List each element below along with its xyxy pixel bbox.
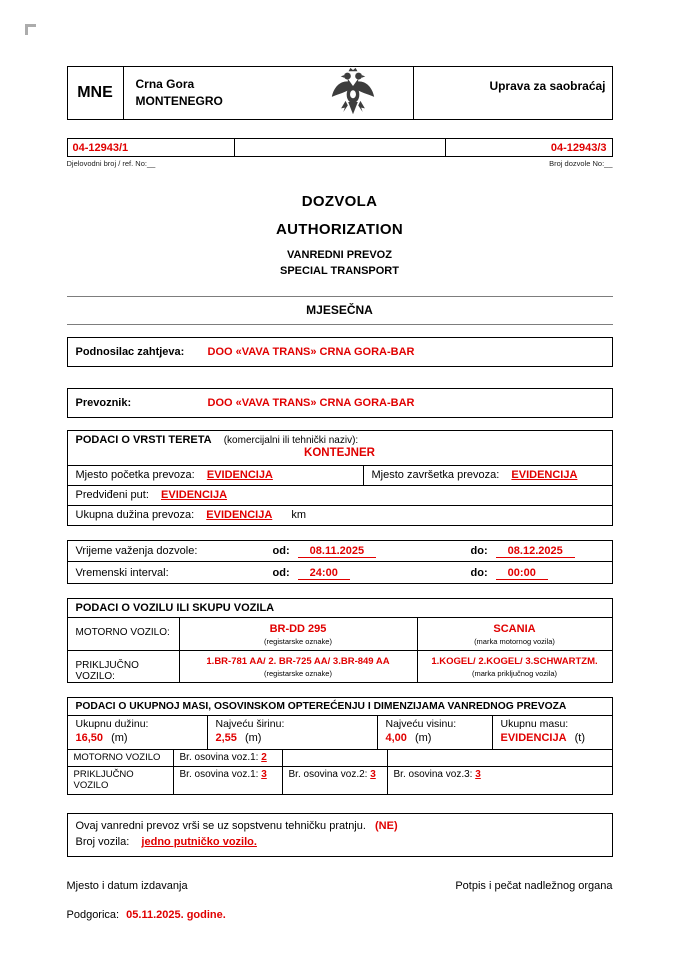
length-label: Ukupnu dužinu: (75, 718, 149, 730)
validity-interval-row (68, 562, 612, 583)
escort-statement-line (76, 820, 604, 832)
height-unit: (m) (414, 732, 432, 744)
trailer-vehicle-row (68, 651, 612, 682)
carrier-label: Prevoznik: (75, 397, 132, 409)
motor-axles-label: Br. osovina voz.1: (179, 752, 259, 763)
escort-statement: Ovaj vanredni prevoz vrši se uz sopstvenu tehničku pratnju. (75, 820, 366, 832)
cargo-route-label: Predviđeni put: (75, 489, 149, 501)
cargo-box (67, 430, 613, 526)
dimensions-heading: PODACI O UKUPNOJ MASI, OSOVINSKOM OPTEREĆENJU I DIMENZIJAMA VANREDNOG PREVOZA (68, 698, 612, 716)
mass-unit: (t) (574, 732, 585, 744)
cargo-end-label: Mjesto završetka prevoza: (371, 469, 500, 481)
trailer-vehicle-label: PRIKLJUČNO VOZILO: (68, 651, 180, 682)
applicant-value: DOO «VAVA TRANS» CRNA GORA-BAR (207, 346, 415, 358)
validity-to-cell (471, 545, 612, 557)
interval-to-value: 00:00 (496, 567, 548, 580)
motor-plates-cell (180, 618, 418, 650)
width-value: 2,55 (215, 732, 237, 744)
applicant-box (67, 337, 613, 367)
cargo-start-value: EVIDENCIJA (206, 469, 273, 481)
motor-axles-empty-2 (388, 750, 612, 766)
cargo-length-label: Ukupna dužina prevoza: (75, 509, 195, 521)
trailer-axles-cell-1 (174, 767, 283, 794)
carrier-value: DOO «VAVA TRANS» CRNA GORA-BAR (207, 397, 415, 409)
motor-vehicle-row (68, 618, 612, 651)
motor-make-value: SCANIA (493, 623, 536, 635)
interval-label: Vremenski interval: (75, 566, 169, 579)
subtitle-en: SPECIAL TRANSPORT (280, 265, 399, 277)
country-name-local: Crna Gora (135, 77, 195, 91)
trailer-axles3-label: Br. osovina voz.3: (393, 769, 473, 780)
issue-place-label: Mjesto i datum izdavanja (66, 880, 188, 892)
cargo-heading-note: (komercijalni ili tehnički naziv): (223, 435, 359, 446)
trailer-axles2-label: Br. osovina voz.2: (288, 769, 368, 780)
length-value-line (76, 732, 199, 744)
reference-captions (67, 159, 613, 168)
country-code: MNE (68, 67, 124, 119)
valid-from-value: 08.11.2025 (298, 545, 376, 558)
ref-cell-empty (235, 138, 445, 157)
vehicles-box (67, 598, 613, 683)
cargo-start-label: Mjesto početka prevoza: (75, 469, 195, 481)
ref-caption-right: Broj dozvole No:__ (549, 159, 613, 168)
length-value: 16,50 (75, 732, 104, 744)
cargo-heading-row (68, 431, 612, 466)
divider-line-bottom (67, 324, 613, 325)
trailer-axles-cell-2 (283, 767, 388, 794)
motor-vehicle-label: MOTORNO VOZILO: (68, 618, 180, 650)
mass-cell (493, 716, 612, 749)
validity-period-label: Vrijeme važenja dozvole: (75, 545, 198, 557)
ref-number-left: 04-12943/1 (67, 138, 235, 157)
mass-label: Ukupnu masu: (500, 718, 569, 730)
height-cell (378, 716, 493, 749)
signature-label: Potpis i pečat nadležnog organa (455, 880, 613, 892)
mass-value-line (501, 732, 604, 744)
to-label: do: (470, 566, 488, 579)
escort-vehicles-line (76, 836, 604, 848)
motor-make-cell (418, 618, 612, 650)
trailer-make-value: 1.KOGEL/ 2.KOGEL/ 3.SCHWARTZM. (431, 656, 598, 667)
valid-to-value: 08.12.2025 (496, 545, 575, 558)
width-label: Najveću širinu: (215, 718, 285, 730)
length-cell (68, 716, 208, 749)
cargo-route-value: EVIDENCIJA (161, 489, 228, 501)
validity-box (67, 540, 613, 584)
title-local: DOZVOLA (301, 193, 378, 210)
from-label: od: (272, 566, 290, 579)
dimensions-box (67, 697, 613, 795)
width-unit: (m) (244, 732, 262, 744)
period-label: MJESEČNA (306, 303, 373, 317)
cargo-places-row (68, 466, 612, 486)
escort-statement-value: (NE) (375, 820, 398, 832)
issue-city: Podgorica: (66, 909, 120, 921)
motor-make-note: (marka motornog vozila) (474, 637, 555, 646)
width-cell (208, 716, 378, 749)
motor-axles-empty-1 (283, 750, 388, 766)
motor-row-label: MOTORNO VOZILO (68, 750, 174, 766)
scan-artifact (25, 24, 36, 35)
cargo-route-row (68, 486, 612, 506)
interval-to-cell (471, 567, 612, 579)
cargo-end-value: EVIDENCIJA (511, 469, 578, 481)
cargo-end-cell (364, 466, 612, 485)
trailer-make-note: (marka priključnog vozila) (471, 669, 558, 678)
coat-of-arms-icon (330, 66, 376, 118)
footer-row (67, 880, 613, 892)
mass-value: EVIDENCIJA (500, 732, 567, 744)
escort-box (67, 813, 613, 857)
issue-place-row (67, 909, 613, 921)
height-label: Najveću visinu: (385, 718, 457, 730)
cargo-heading-line (76, 434, 604, 446)
ref-number-right: 04-12943/3 (445, 138, 613, 157)
trailer-axles-row (68, 767, 612, 794)
trailer-plates-value: 1.BR-781 AA/ 2. BR-725 AA/ 3.BR-849 AA (206, 656, 390, 667)
height-value-line (386, 732, 484, 744)
title-block (67, 193, 613, 277)
trailer-axles1-value: 3 (261, 769, 267, 780)
reference-row (67, 138, 613, 157)
to-label: do: (470, 545, 488, 557)
motor-plates-value: BR-DD 295 (269, 623, 327, 635)
period-section (67, 296, 613, 325)
interval-from-value: 24:00 (298, 567, 350, 580)
authorization-sheet (67, 0, 613, 921)
motor-axles-cell (174, 750, 283, 766)
height-value: 4,00 (385, 732, 407, 744)
cargo-name: KONTEJNER (304, 447, 375, 459)
country-name-en: MONTENEGRO (135, 94, 223, 109)
subtitle-local: VANREDNI PREVOZ (287, 249, 392, 261)
motor-plates-note: (registarske oznake) (264, 637, 332, 646)
cargo-length-unit: km (291, 509, 307, 521)
document-header (67, 66, 613, 120)
trailer-plates-cell (180, 651, 418, 682)
validity-from-cell (273, 545, 471, 557)
motor-axles-value: 2 (261, 752, 267, 763)
from-label: od: (272, 545, 290, 557)
authority-name: Uprava za saobraćaj (489, 79, 606, 93)
applicant-label: Podnosilac zahtjeva: (75, 346, 185, 358)
trailer-plates-note: (registarske oznake) (264, 669, 332, 678)
carrier-box (67, 388, 613, 418)
width-value-line (216, 732, 369, 744)
issue-date: 05.11.2025. godine. (126, 909, 226, 921)
length-unit: (m) (111, 732, 128, 744)
cargo-length-value: EVIDENCIJA (206, 509, 273, 521)
trailer-row-label: PRIKLJUČNO VOZILO (68, 767, 174, 794)
cargo-heading: PODACI O VRSTI TERETA (75, 434, 212, 446)
country-name (124, 67, 294, 119)
ref-caption-left: Djelovodni broj / ref. No:__ (66, 159, 156, 168)
cargo-length-row (68, 506, 612, 525)
trailer-axles2-value: 3 (370, 769, 376, 780)
trailer-axles-cell-3 (388, 767, 612, 794)
motor-axles-row (68, 750, 612, 767)
trailer-axles3-value: 3 (475, 769, 481, 780)
escort-vehicles-label: Broj vozila: (75, 836, 130, 848)
escort-vehicles-value: jedno putničko vozilo. (141, 836, 257, 848)
validity-period-row (68, 541, 612, 562)
title-en: AUTHORIZATION (276, 221, 403, 238)
crest-cell (294, 67, 414, 119)
interval-from-cell (273, 567, 471, 579)
cargo-start-cell (68, 466, 364, 485)
dimensions-values-row (68, 716, 612, 750)
trailer-axles1-label: Br. osovina voz.1: (179, 769, 259, 780)
trailer-make-cell (418, 651, 612, 682)
vehicles-heading: PODACI O VOZILU ILI SKUPU VOZILA (68, 599, 612, 618)
